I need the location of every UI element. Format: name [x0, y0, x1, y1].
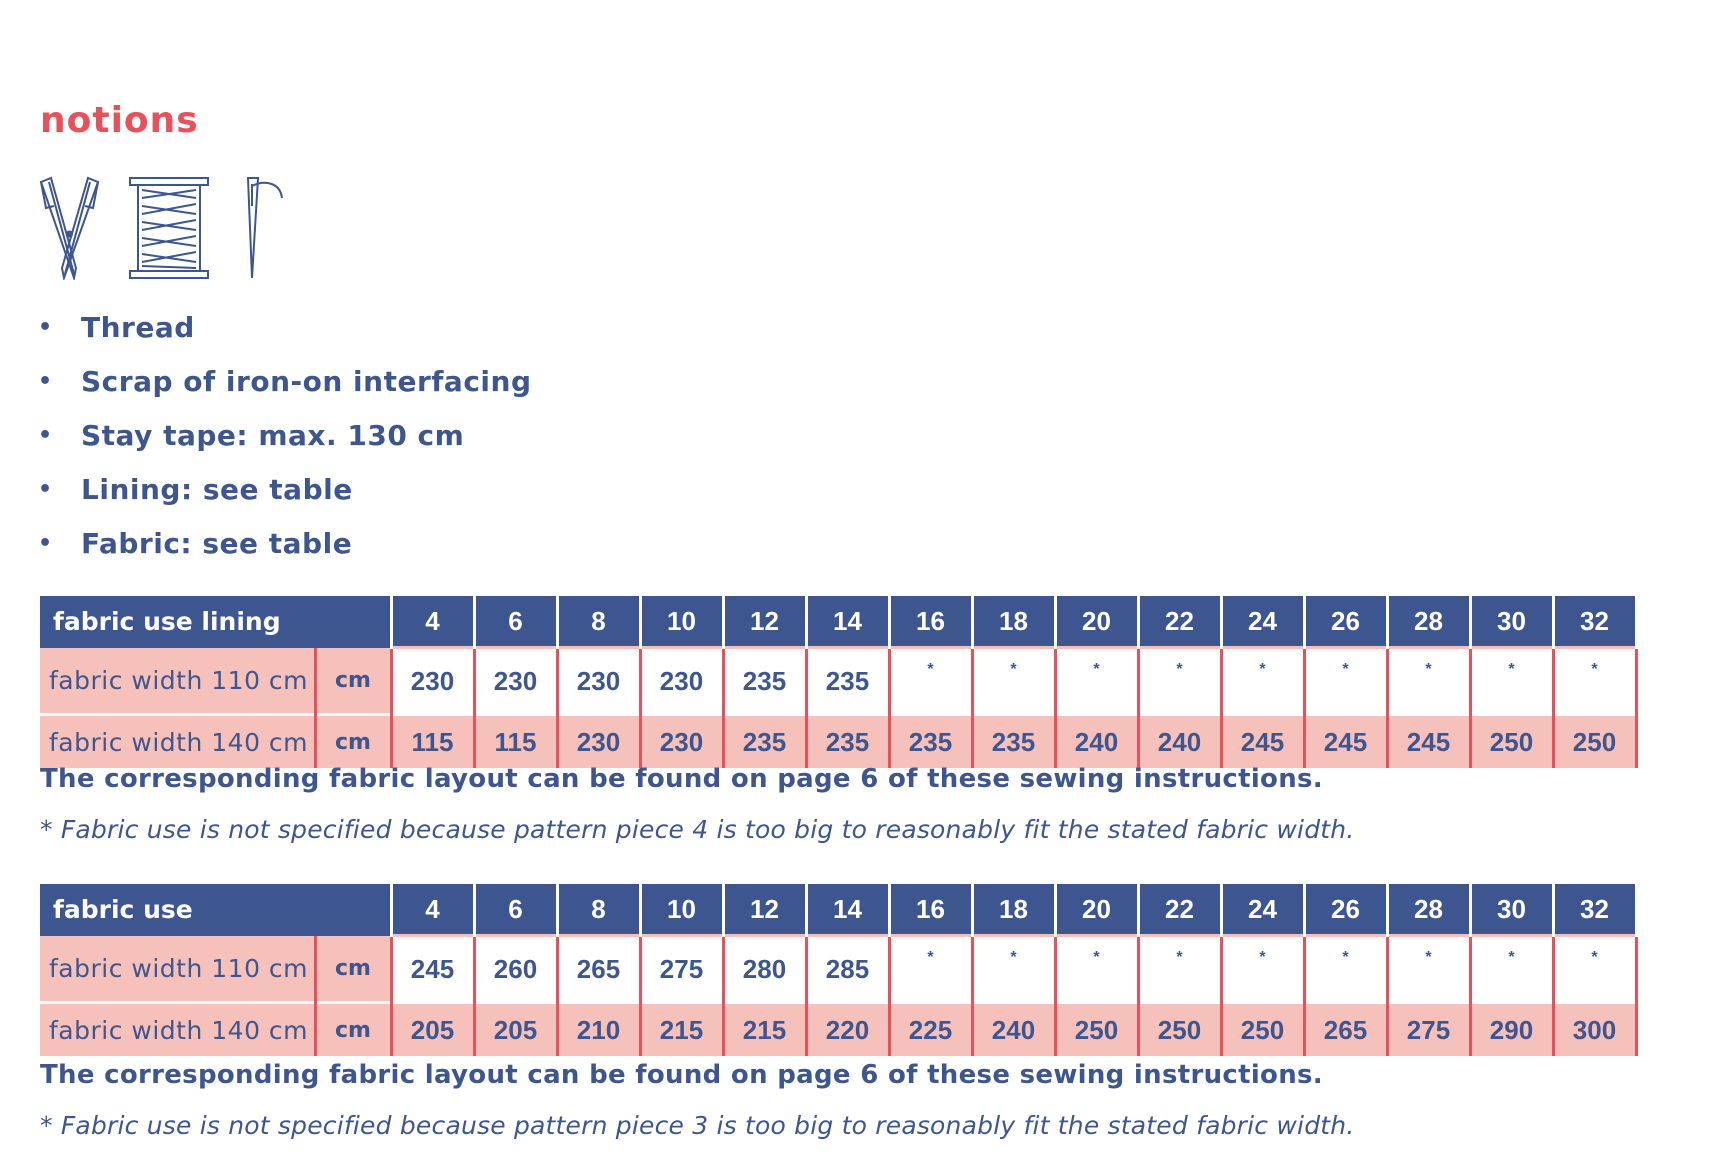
value-cell: 245 — [1304, 715, 1387, 769]
fabric-use-table — [40, 884, 1638, 1056]
size-header: 18 — [972, 884, 1055, 936]
value-cell: * — [1387, 936, 1470, 1003]
value-cell: 215 — [640, 1003, 723, 1057]
value-cell: * — [1553, 936, 1636, 1003]
value-cell: 230 — [391, 648, 474, 715]
size-header: 20 — [1055, 596, 1138, 648]
value-cell: 115 — [474, 715, 557, 769]
value-cell: * — [889, 936, 972, 1003]
size-header: 10 — [640, 884, 723, 936]
value-cell: * — [1055, 648, 1138, 715]
size-header: 32 — [1553, 596, 1636, 648]
value-cell: 230 — [640, 715, 723, 769]
notion-item — [38, 306, 532, 360]
row-label: fabric width 140 cm — [40, 1003, 315, 1057]
value-cell: * — [1470, 648, 1553, 715]
needle-icon — [234, 176, 286, 280]
notion-text: Fabric: see table — [81, 527, 353, 560]
size-header: 26 — [1304, 596, 1387, 648]
footnote: * Fabric use is not specified because pattern piece 4 is too big to reasonably fit the stated fabric width. — [40, 815, 1355, 844]
value-cell: * — [1387, 648, 1470, 715]
size-header: 22 — [1138, 596, 1221, 648]
thread-spool-icon — [128, 176, 210, 280]
value-cell: 280 — [723, 936, 806, 1003]
lining-fabric-table — [40, 596, 1638, 768]
row-label: fabric width 110 cm — [40, 936, 315, 1003]
size-header: 8 — [557, 596, 640, 648]
value-cell: 230 — [557, 715, 640, 769]
table-title: fabric use — [40, 884, 391, 936]
size-header: 24 — [1221, 884, 1304, 936]
size-header: 18 — [972, 596, 1055, 648]
notion-item — [38, 414, 532, 468]
value-cell: 235 — [972, 715, 1055, 769]
value-cell: * — [889, 648, 972, 715]
size-header: 8 — [557, 884, 640, 936]
value-cell: 210 — [557, 1003, 640, 1057]
value-cell: 240 — [972, 1003, 1055, 1057]
bullet: • — [38, 477, 53, 502]
value-cell: 235 — [723, 715, 806, 769]
value-cell: 205 — [474, 1003, 557, 1057]
value-cell: 230 — [474, 648, 557, 715]
notions-list — [38, 306, 532, 576]
bullet: • — [38, 423, 53, 448]
bullet: • — [38, 369, 53, 394]
value-cell: * — [1304, 936, 1387, 1003]
value-cell: 250 — [1138, 1003, 1221, 1057]
value-cell: 265 — [1304, 1003, 1387, 1057]
value-cell: 250 — [1553, 715, 1636, 769]
footnote: * Fabric use is not specified because pattern piece 3 is too big to reasonably fit the stated fabric width. — [40, 1111, 1355, 1140]
value-cell: * — [1221, 936, 1304, 1003]
size-header: 16 — [889, 884, 972, 936]
value-cell: 250 — [1470, 715, 1553, 769]
value-cell: 260 — [474, 936, 557, 1003]
value-cell: * — [1304, 648, 1387, 715]
value-cell: 275 — [640, 936, 723, 1003]
table-row — [40, 1003, 1636, 1057]
value-cell: 235 — [806, 715, 889, 769]
value-cell: 220 — [806, 1003, 889, 1057]
value-cell: 115 — [391, 715, 474, 769]
size-header: 12 — [723, 884, 806, 936]
value-cell: * — [1138, 936, 1221, 1003]
value-cell: * — [972, 936, 1055, 1003]
section-heading: notions — [40, 100, 199, 141]
table-title: fabric use lining — [40, 596, 391, 648]
row-unit: cm — [315, 936, 391, 1003]
value-cell: 215 — [723, 1003, 806, 1057]
row-unit: cm — [315, 715, 391, 769]
value-cell: * — [1553, 648, 1636, 715]
layout-note: The corresponding fabric layout can be found on page 6 of these sewing instructions. — [40, 1060, 1323, 1090]
value-cell: 245 — [1387, 715, 1470, 769]
value-cell: 250 — [1221, 1003, 1304, 1057]
row-unit: cm — [315, 1003, 391, 1057]
size-header: 28 — [1387, 596, 1470, 648]
table-row — [40, 715, 1636, 769]
table-header-row — [40, 596, 1636, 648]
value-cell: 240 — [1055, 715, 1138, 769]
value-cell: 235 — [889, 715, 972, 769]
value-cell: 300 — [1553, 1003, 1636, 1057]
value-cell: 250 — [1055, 1003, 1138, 1057]
notion-text: Thread — [81, 311, 195, 344]
value-cell: 285 — [806, 936, 889, 1003]
size-header: 6 — [474, 596, 557, 648]
size-header: 14 — [806, 884, 889, 936]
size-header: 26 — [1304, 884, 1387, 936]
size-header: 30 — [1470, 884, 1553, 936]
scissors-icon — [38, 176, 102, 280]
layout-note: The corresponding fabric layout can be found on page 6 of these sewing instructions. — [40, 764, 1323, 794]
size-header: 10 — [640, 596, 723, 648]
size-header: 22 — [1138, 884, 1221, 936]
value-cell: 225 — [889, 1003, 972, 1057]
row-label: fabric width 110 cm — [40, 648, 315, 715]
row-label: fabric width 140 cm — [40, 715, 315, 769]
size-header: 14 — [806, 596, 889, 648]
notion-item — [38, 522, 532, 576]
value-cell: 265 — [557, 936, 640, 1003]
table-row — [40, 936, 1636, 1003]
notion-text: Lining: see table — [81, 473, 353, 506]
value-cell: 235 — [806, 648, 889, 715]
value-cell: 230 — [640, 648, 723, 715]
notion-item — [38, 360, 532, 414]
value-cell: 230 — [557, 648, 640, 715]
value-cell: 235 — [723, 648, 806, 715]
size-header: 4 — [391, 884, 474, 936]
size-header: 20 — [1055, 884, 1138, 936]
value-cell: 275 — [1387, 1003, 1470, 1057]
size-header: 28 — [1387, 884, 1470, 936]
notion-item — [38, 468, 532, 522]
size-header: 30 — [1470, 596, 1553, 648]
value-cell: 240 — [1138, 715, 1221, 769]
value-cell: * — [1055, 936, 1138, 1003]
value-cell: 290 — [1470, 1003, 1553, 1057]
size-header: 12 — [723, 596, 806, 648]
value-cell: * — [972, 648, 1055, 715]
size-header: 16 — [889, 596, 972, 648]
value-cell: 205 — [391, 1003, 474, 1057]
table-row — [40, 648, 1636, 715]
notion-text: Scrap of iron-on interfacing — [81, 365, 532, 398]
value-cell: * — [1138, 648, 1221, 715]
size-header: 24 — [1221, 596, 1304, 648]
row-unit: cm — [315, 648, 391, 715]
value-cell: 245 — [1221, 715, 1304, 769]
value-cell: 245 — [391, 936, 474, 1003]
bullet: • — [38, 315, 53, 340]
bullet: • — [38, 531, 53, 556]
size-header: 32 — [1553, 884, 1636, 936]
table-header-row — [40, 884, 1636, 936]
size-header: 6 — [474, 884, 557, 936]
notion-text: Stay tape: max. 130 cm — [81, 419, 465, 452]
value-cell: * — [1470, 936, 1553, 1003]
value-cell: * — [1221, 648, 1304, 715]
size-header: 4 — [391, 596, 474, 648]
